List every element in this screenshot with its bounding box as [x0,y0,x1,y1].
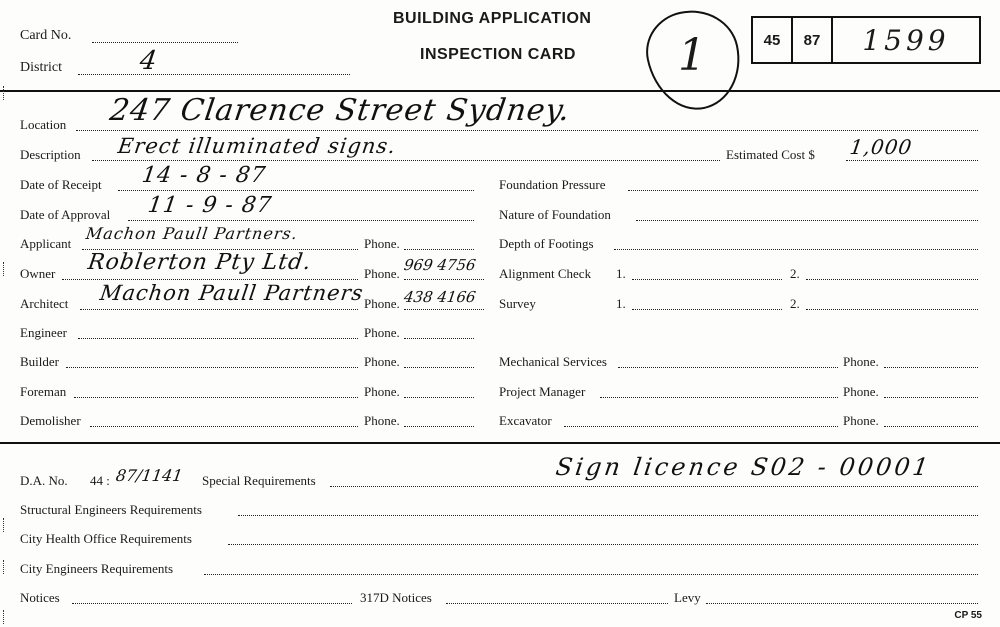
date-approval-value: 11 - 9 - 87 [146,193,274,218]
alignment-check-2-label: 2. [790,266,800,281]
circled-number: 1 [678,30,706,81]
footer-divider [0,442,1000,444]
edge-mark [3,518,4,532]
demolisher-phone-label: Phone. [364,413,400,428]
owner-phone-value: 969 4756 [402,256,477,274]
owner-phone-field[interactable] [404,279,484,280]
title-line1: BUILDING APPLICATION [393,10,592,27]
engineer-phone-label: Phone. [364,325,400,340]
foreman-phone-label: Phone. [364,384,400,399]
engineer-field[interactable] [78,338,358,339]
date-receipt-label: Date of Receipt [20,177,102,192]
title-line2: INSPECTION CARD [420,46,576,63]
alignment-check-label: Alignment Check [499,266,592,281]
special-requirements-field[interactable] [330,486,978,487]
ref-box-cell-2: 87 [803,31,821,49]
district-label: District [20,60,62,75]
architect-field[interactable] [80,309,358,310]
demolisher-phone-field[interactable] [404,426,474,427]
date-receipt-value: 14 - 8 - 87 [140,163,268,188]
city-health-label: City Health Office Requirements [20,531,192,546]
project-manager-field[interactable] [600,397,838,398]
excavator-label: Excavator [499,413,552,428]
da-prefix: 44 : [90,473,110,488]
nature-foundation-field[interactable] [636,220,978,221]
special-requirements-label: Special Requirements [202,473,316,488]
applicant-phone-field[interactable] [404,249,474,250]
owner-value: Roblerton Pty Ltd. [86,250,314,275]
foundation-pressure-field[interactable] [628,190,978,191]
estimated-cost-label: Estimated Cost $ [726,147,815,162]
card-no-field[interactable] [92,42,238,43]
city-engineers-label: City Engineers Requirements [20,561,174,576]
city-engineers-field[interactable] [204,574,978,575]
demolisher-field[interactable] [90,426,358,427]
city-health-field[interactable] [228,544,978,545]
project-manager-label: Project Manager [499,384,586,399]
district-field[interactable] [78,74,350,75]
notices-317d-field[interactable] [446,603,668,604]
da-value: 87/1141 [114,466,184,485]
description-value: Erect illuminated signs. [116,134,398,158]
applicant-label: Applicant [20,236,72,251]
edge-mark [3,262,4,276]
card-no-label: Card No. [20,28,72,43]
architect-value: Machon Paull Partners [98,281,366,305]
description-label: Description [20,147,81,162]
project-manager-phone-label: Phone. [843,384,879,399]
edge-mark [3,610,4,624]
engineer-label: Engineer [20,325,67,340]
mechanical-services-phone-label: Phone. [843,354,879,369]
nature-foundation-label: Nature of Foundation [499,207,611,222]
architect-label: Architect [20,296,69,311]
location-value: 247 Clarence Street Sydney. [107,93,573,128]
mechanical-services-field[interactable] [618,367,838,368]
location-label: Location [20,117,67,132]
foundation-pressure-label: Foundation Pressure [499,177,606,192]
district-value: 4 [137,46,160,76]
applicant-value: Machon Paull Partners. [84,224,300,243]
builder-label: Builder [20,354,59,369]
form-code: CP 55 [954,610,982,621]
estimated-cost-value: 1,000 [848,135,914,159]
foreman-field[interactable] [74,397,358,398]
edge-mark [3,560,4,574]
architect-phone-value: 438 4166 [402,288,477,306]
notices-label: Notices [20,590,60,605]
builder-phone-label: Phone. [364,354,400,369]
mechanical-services-phone-field[interactable] [884,367,978,368]
survey-2-field[interactable] [806,309,978,310]
excavator-phone-label: Phone. [843,413,879,428]
levy-label: Levy [674,590,701,605]
alignment-check-2-field[interactable] [806,279,978,280]
ref-box-cell-3: 1599 [862,23,950,57]
depth-footings-label: Depth of Footings [499,236,594,251]
survey-1-field[interactable] [632,309,782,310]
foreman-label: Foreman [20,384,67,399]
survey-2-label: 2. [790,296,800,311]
special-requirements-value: Sign licence S02 - 00001 [554,453,933,481]
owner-field[interactable] [62,279,358,280]
survey-label: Survey [499,296,536,311]
date-receipt-field[interactable] [118,190,474,191]
notices-field[interactable] [72,603,352,604]
foreman-phone-field[interactable] [404,397,474,398]
architect-phone-field[interactable] [404,309,484,310]
architect-phone-label: Phone. [364,296,400,311]
survey-1-label: 1. [616,296,626,311]
alignment-check-1-label: 1. [616,266,626,281]
header-divider [0,90,1000,92]
structural-engineers-label: Structural Engineers Requirements [20,502,202,517]
demolisher-label: Demolisher [20,413,81,428]
date-approval-field[interactable] [128,220,474,221]
date-approval-label: Date of Approval [20,207,111,222]
description-field[interactable] [92,160,720,161]
structural-engineers-field[interactable] [238,515,978,516]
engineer-phone-field[interactable] [404,338,474,339]
da-no-label: D.A. No. [20,473,68,488]
ref-box-cell-1: 45 [763,31,781,49]
project-manager-phone-field[interactable] [884,397,978,398]
levy-field[interactable] [706,603,978,604]
builder-phone-field[interactable] [404,367,474,368]
excavator-field[interactable] [564,426,838,427]
excavator-phone-field[interactable] [884,426,978,427]
reference-number-box [751,16,981,64]
notices-317d-label: 317D Notices [360,590,432,605]
builder-field[interactable] [66,367,358,368]
owner-phone-label: Phone. [364,266,400,281]
mechanical-services-label: Mechanical Services [499,354,607,369]
edge-mark [3,86,4,100]
location-field[interactable] [76,130,978,131]
depth-footings-field[interactable] [614,249,978,250]
estimated-cost-field[interactable] [846,160,978,161]
applicant-phone-label: Phone. [364,236,400,251]
alignment-check-1-field[interactable] [632,279,782,280]
owner-label: Owner [20,266,56,281]
